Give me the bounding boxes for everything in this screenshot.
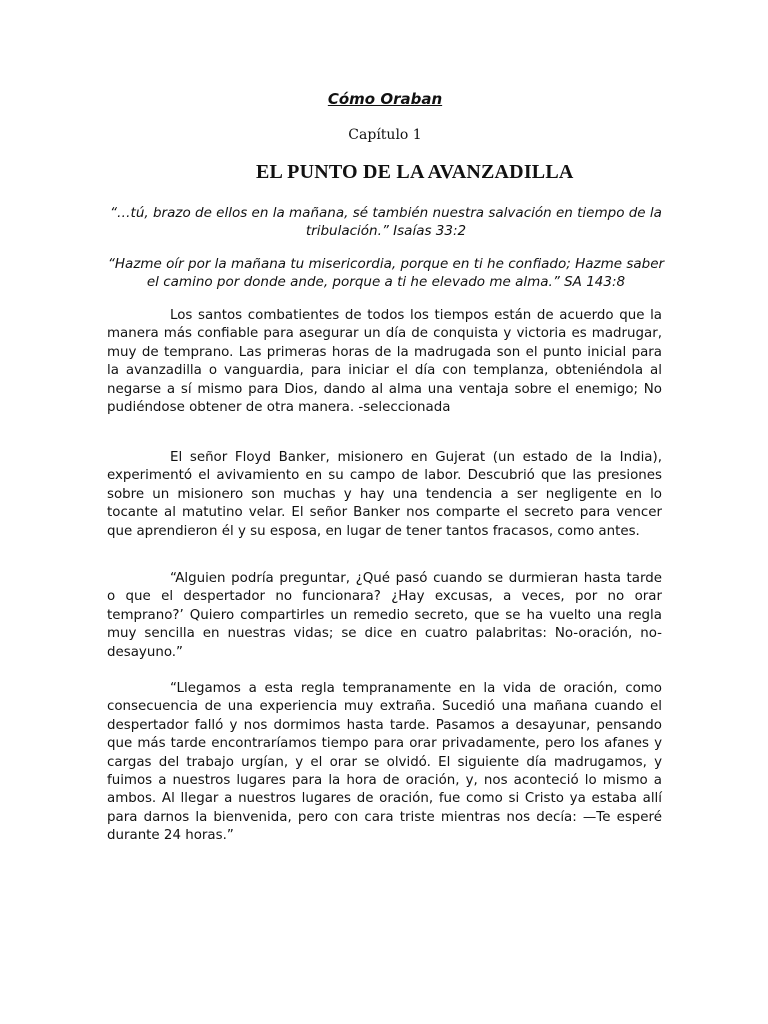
body-paragraph [107, 449, 662, 541]
body-paragraph [107, 570, 662, 662]
paragraph-text: “Alguien podría preguntar, ¿Qué pasó cuando se durmieran hasta tarde o que el despertador no funcionara? ¿Hay excusas, a veces, por no orar temprano?’ Quiero compartirles un remedio secreto, que se ha vuelto una regla muy sencilla en nuestras vidas; se dice en cuatro palabritas: No-oración, no-desayuno.” [107, 571, 662, 660]
epigraph-verse: “Hazme oír por la mañana tu misericordia, porque en ti he confiado; Hazme saber el camino por donde ande, porque a ti he elevado me alma.” SA 143:8 [107, 256, 665, 290]
book-title: Cómo Oraban [327, 90, 443, 108]
paragraph-text: Los santos combatientes de todos los tiempos están de acuerdo que la manera más confiable para asegurar un día de conquista y victoria es madrugar, muy de temprano. Las primeras horas de la madrugada son el punto inicial para la avanzadilla o vanguardia, para iniciar el día con templanza, obteniéndola al negarse a sí mismo para Dios, dando al alma una ventaja sobre el enemigo; No pudiéndose obtener de otra manera. -seleccionada [107, 308, 662, 416]
body-paragraph [107, 307, 662, 417]
chapter-title: EL PUNTO DE LA AVANZADILLA [256, 161, 574, 183]
chapter-label: Capítulo 1 [348, 127, 422, 143]
epigraph-verse: “…tú, brazo de ellos en la mañana, sé también nuestra salvación en tiempo de la tribulación.” Isaías 33:2 [110, 205, 662, 239]
body-paragraph [107, 680, 662, 846]
paragraph-text: El señor Floyd Banker, misionero en Gujerat (un estado de la India), experimentó el avivamiento en su campo de labor. Descubrió que las presiones sobre un misionero son muchas y hay una tendencia a ser negligente en lo tocante al matutino velar. El señor Banker nos comparte el secreto para vencer que aprendieron él y su esposa, en lugar de tener tantos fracasos, como antes. [107, 450, 662, 539]
paragraph-text: “Llegamos a esta regla tempranamente en la vida de oración, como consecuencia de una experiencia muy extraña. Sucedió una mañana cuando el despertador falló y nos dormimos hasta tarde. Pasamos a desayunar, pensando que más tarde encontraríamos tiempo para orar privadamente, pero los afanes y cargas del trabajo urgían, y el orar se olvidó. El siguiente día madrugamos, y fuimos a nuestros lugares para la hora de oración, y, nos aconteció lo mismo a ambos. Al llegar a nuestros lugares de oración, fue como si Cristo ya estaba allí para darnos la bienvenida, pero con cara triste mientras nos decía: —Te esperé durante 24 horas.” [107, 681, 662, 844]
